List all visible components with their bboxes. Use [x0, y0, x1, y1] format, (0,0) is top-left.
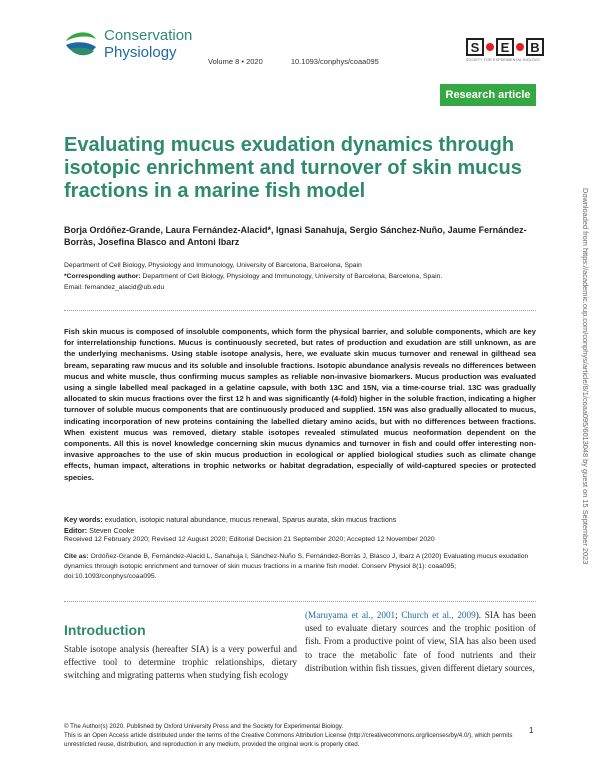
journal-name-line1: Conservation	[104, 27, 193, 44]
affiliations	[64, 260, 536, 293]
seb-dot	[486, 43, 494, 51]
license-text: This is an Open Access article distributed under the terms of the Creative Commons Attribution License (http://creativecommons.org/licenses/by/4.0/), which permits unrestricted reuse, distribution, and reproduction in any medium, provided the original work is properly cited.	[64, 732, 513, 748]
affiliation: Department of Cell Biology, Physiology and Immunology, University of Barcelona, Barcelona, Spain	[64, 262, 362, 269]
divider	[64, 310, 536, 311]
keywords	[64, 514, 536, 525]
article-title: Evaluating mucus exudation dynamics through isotopic enrichment and turnover of skin mucus fractions in a marine fish model	[64, 134, 522, 202]
ref-separator: ;	[395, 610, 402, 620]
citation	[64, 552, 536, 582]
article-type-badge: Research article	[440, 84, 536, 106]
editor-name: Steven Cooke	[87, 526, 135, 535]
seb-letter-e: E	[496, 38, 514, 56]
corresponding-label: *Corresponding author:	[64, 273, 141, 280]
volume-label: Volume 8 • 2020	[208, 57, 263, 66]
doi-label: 10.1093/conphys/coaa095	[290, 57, 379, 66]
seb-subtitle: SOCIETY FOR EXPERIMENTAL BIOLOGY	[466, 58, 541, 62]
conservation-physiology-logo-icon	[64, 27, 98, 61]
body-text: ). SIA has been used to evaluate dietary sources and the trophic position of fish. From a productive point of view, SIA has also been used to trace the metabolic fate of food nutrients and their distribution within fish tissues, given different dietary sources,	[305, 610, 536, 673]
seb-dot	[516, 43, 524, 51]
reference-link[interactable]: (Maruyama et al., 2001	[305, 610, 396, 620]
download-note-text: Downloaded from https://academic.oup.com/conphys/article/8/1/coaa095/6013048 by guest on 15 September 2023	[581, 188, 590, 565]
issue-meta	[208, 57, 405, 66]
body-column-left: Stable isotope analysis (hereafter SIA) is a very powerful and effective tool to determine trophic relationships, dietary switching and migrating patterns when studying fish ecology	[64, 644, 297, 681]
section-heading: Introduction	[64, 622, 146, 638]
corresponding-author	[64, 271, 536, 282]
email: Email: fernandez_alacid@ub.edu	[64, 284, 165, 291]
editor	[64, 525, 536, 536]
cite-text: Ordóñez-Grande B, Fernández-Alacid L, Sanahuja I, Sánchez-Nuño S, Fernández-Borràs J, Blasco J, Ibarz A (2020) Evaluating mucus exudation dynamics through isotopic enrichment and turnover of skin mucus fractions in a marine fish model. Conserv Physiol 8(1): coaa095; doi:10.1093/conphys/coaa095.	[64, 553, 529, 580]
reference-link[interactable]: Church et al., 2009	[401, 610, 476, 620]
keywords-block	[64, 514, 536, 536]
page-number: 1	[529, 726, 534, 735]
copyright: © The Author(s) 2020. Published by Oxford University Press and the Society for Experimental Biology.	[64, 723, 344, 730]
article-dates: Received 12 February 2020; Revised 12 August 2020; Editorial Decision 21 September 2020; Accepted 12 November 2020	[64, 536, 435, 543]
seb-letter-s: S	[466, 38, 484, 56]
divider	[64, 601, 536, 602]
journal-name-line2: Physiology	[104, 44, 177, 61]
download-note	[582, 188, 594, 748]
cite-label: Cite as:	[64, 553, 89, 560]
seb-logo-icon	[466, 38, 544, 56]
author-list: Borja Ordóñez-Grande, Laura Fernández-Alacid*, Ignasi Sanahuja, Sergio Sánchez-Nuño, Jaume Fernández-Borràs, Josefina Blasco and Antoni Ibarz	[64, 225, 527, 247]
license-footer	[64, 722, 519, 749]
editor-label: Editor:	[64, 526, 88, 535]
seb-letter-b: B	[526, 38, 544, 56]
abstract: Fish skin mucus is composed of insoluble components, which form the physical barrier, and soluble components, which are key for interrelationship functions. Mucus is continuously secreted, but rates of production and exudation are still unknown, as are the underlying mechanisms. Using stable isotope analysis, here, we evaluate skin mucus turnover and renewal in gilthead sea bream, separating raw mucus and its soluble and insoluble fractions. Isotopic abundance analysis reveals no differences between mucus and white muscle, thus confirming mucus samples as reliable non-invasive biomarkers. Mucus production was evaluated using a single labelled meal packaged in a gelatine capsule, with both 13C and 15N, via a time-course trial. 13C was gradually allocated to skin mucus fractions over the first 12 h and was significantly (4-fold) higher in the soluble fraction, indicating a higher turnover of soluble mucus components that are continuously produced and supplied. 15N was also gradually allocated to mucus, indicating incorporation of new proteins containing the labelled dietary amino acids, but with no differences between fractions. When existent mucus was removed, dietary stable isotopes revealed stimulated mucus neoformation dependent on the components. All this is novel knowledge concerning skin mucus dynamics and turnover in fish and could offer interesting non-invasive approaches to the use of skin mucus production in ecological or applied biological studies such as climate change effects, human impact, alterations in trophic networks or habitat degradation, especially of wild-captured species or protected species.	[64, 327, 536, 482]
keywords-label: Key words:	[64, 515, 103, 524]
keywords-text: exudation, isotopic natural abundance, mucus renewal, Sparus aurata, skin mucus fractions	[102, 515, 397, 524]
corresponding-text: Department of Cell Biology, Physiology and Immunology, University of Barcelona, Barcelona, Spain.	[140, 273, 443, 280]
body-column-right	[305, 609, 536, 675]
journal-name	[104, 27, 192, 61]
